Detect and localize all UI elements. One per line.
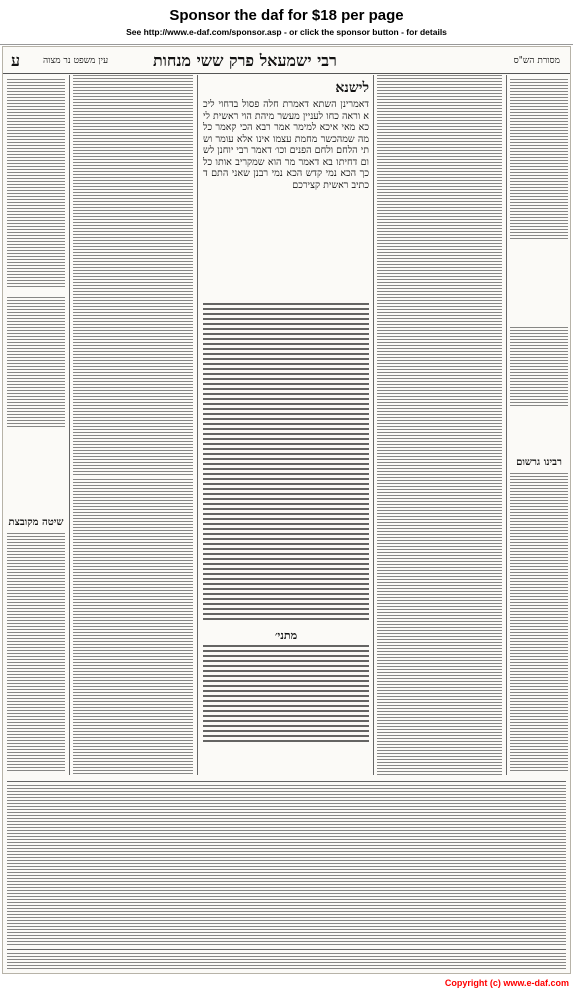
copyright-bar <box>0 974 573 990</box>
sponsor-title[interactable]: Sponsor the daf for $18 per page <box>169 7 404 24</box>
column-divider <box>69 75 70 775</box>
page-header <box>3 47 570 74</box>
shita-mekubetzet-column <box>7 533 65 773</box>
tosafot-column <box>73 75 193 475</box>
rashi-column <box>377 75 502 775</box>
page-number: ע <box>11 51 21 70</box>
column-divider <box>506 75 507 775</box>
footnote-divider <box>7 949 566 950</box>
column-divider <box>373 75 374 775</box>
shita-mekubetzet-heading: שיטה מקובצת <box>8 517 64 528</box>
mishna-label: מתני׳ <box>274 629 298 642</box>
gemara-opening-word: לישנא <box>335 80 369 96</box>
rabbeinu-gershom-column <box>510 473 568 773</box>
copyright-notice[interactable]: Copyright (c) www.e-daf.com <box>444 978 569 988</box>
footnote-divider <box>7 781 566 782</box>
sponsor-subtitle[interactable]: See http://www.e-daf.com/sponsor.asp - or click the sponsor button - for details <box>126 27 447 37</box>
mishna-text <box>203 645 369 745</box>
footnotes <box>7 785 566 945</box>
column-divider <box>197 75 198 775</box>
rabbeinu-gershom-heading: רבינו גרשום <box>516 457 562 468</box>
ein-mishpat-column-lower <box>7 297 65 427</box>
masoret-hashas-column <box>510 79 568 239</box>
gemara-text: דאמרינן השתא דאמרת חלה פסול בדחוי ליכא וראה כחו לעניין מעשר מיהת הוי ראשית ליכא מאי איכא למימר אמר רבא הכי קאמר כל מה שמהכשר מחמת עצמו אינו אלא עומר ושתי הלחם ולחם הפנים וכו׳ דאמר רבי יוחנן לשום דחיתו בא דאמר מר הוא שמקריב אותו כל כך הכא נמי קדש הכא נמי רבנן שאני התם דכתיב ראשית קצירכם <box>203 99 369 191</box>
bottom-notes <box>7 953 566 971</box>
masoret-hashas-label: מסורת הש"ס <box>513 56 560 66</box>
masoret-hashas-notes <box>510 327 568 407</box>
ein-mishpat-column <box>7 79 65 289</box>
gemara-text-continued <box>203 303 369 623</box>
gemara-opening <box>203 77 369 97</box>
chapter-heading: רבי ישמעאל פרק ששי מנחות <box>153 51 337 70</box>
talmud-page <box>2 46 571 974</box>
ein-mishpat-label: עין משפט נר מצוה <box>43 56 109 66</box>
sponsor-banner[interactable] <box>0 0 573 45</box>
tosafot-column-lower <box>73 479 193 775</box>
